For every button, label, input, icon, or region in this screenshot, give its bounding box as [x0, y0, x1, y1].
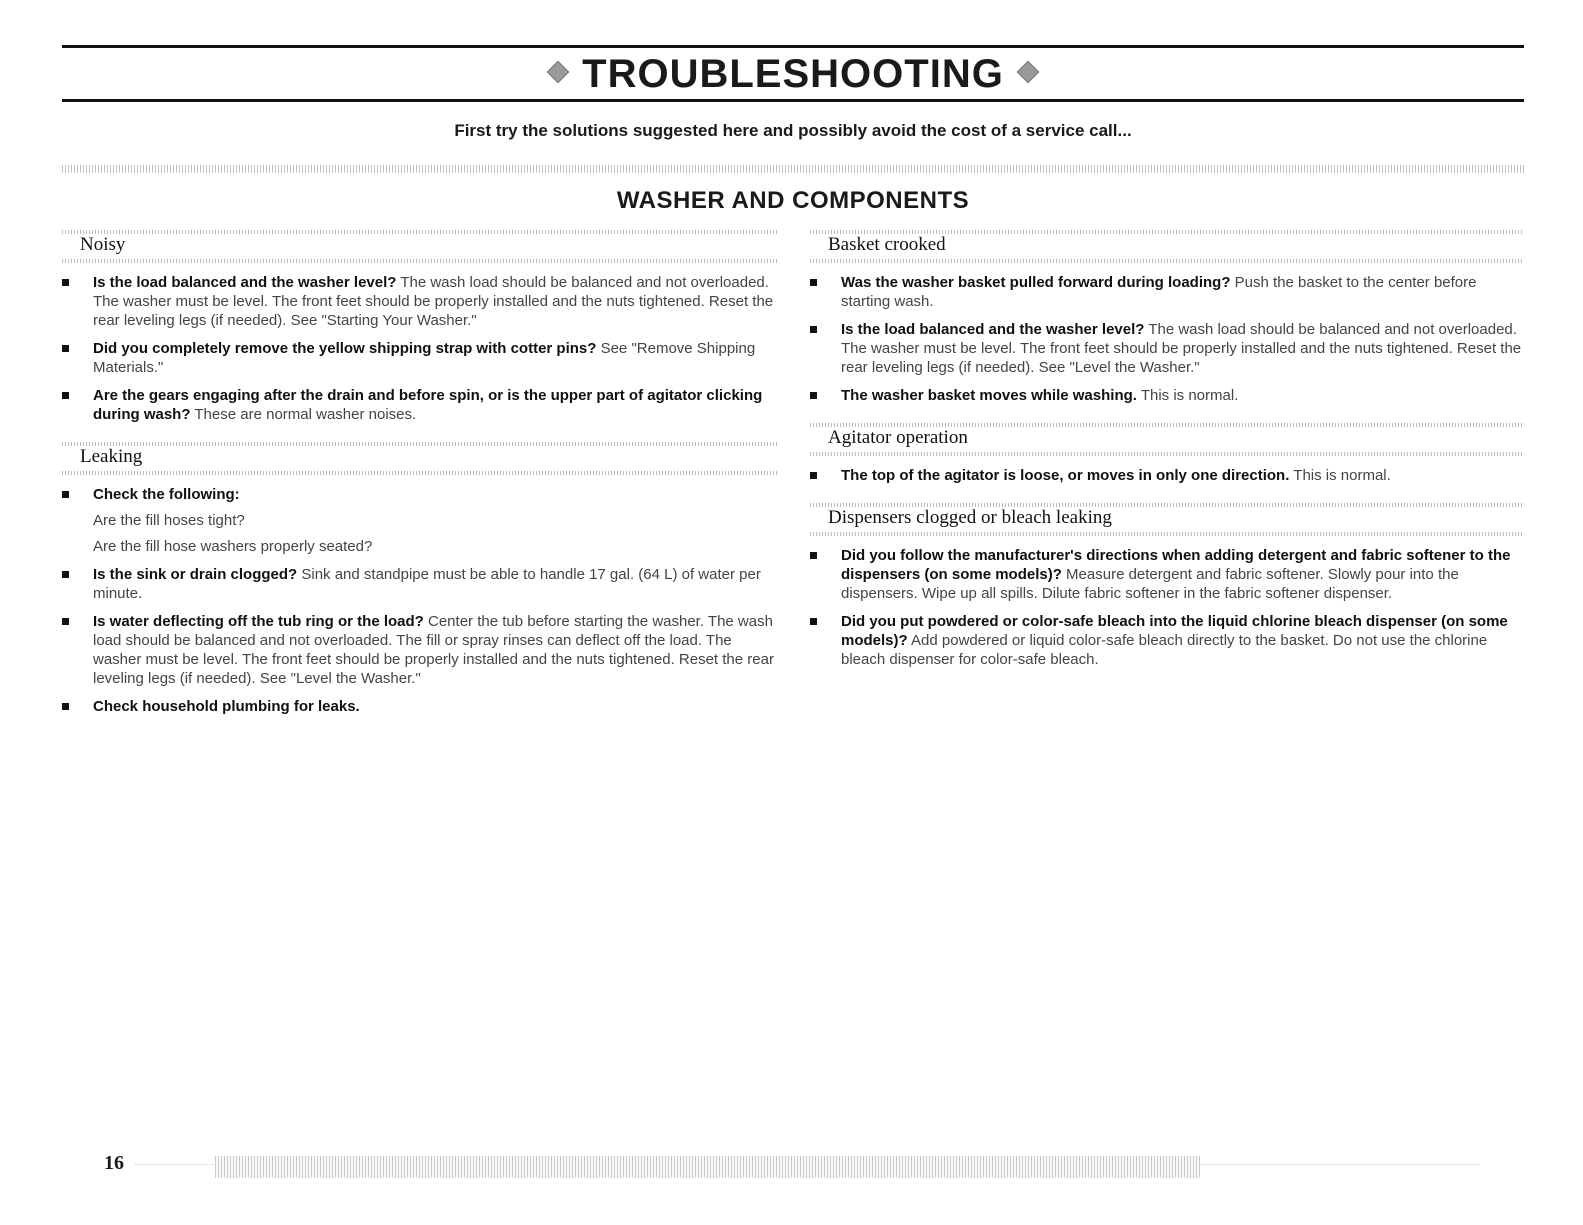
list-item — [810, 466, 1524, 485]
item-answer: See "Remove Shipping Materials." — [93, 340, 756, 376]
item-answer: The wash load should be balanced and not overloaded. The washer must be level. The front feet should be properly installed and the nuts tightened. Reset the rear leveling legs (if needed). See "Starting Your Washer." — [93, 274, 774, 329]
basket-list — [810, 273, 1524, 405]
check-label: Check the following: — [93, 486, 240, 503]
bullet-icon — [62, 618, 69, 625]
sub-item-hoses: Are the fill hoses tight? — [93, 512, 245, 529]
item-answer: These are normal washer noises. — [190, 406, 417, 423]
leaking-list — [62, 565, 779, 716]
item-question: Was the washer basket pulled forward during loading? — [841, 274, 1231, 291]
item-question: Is the load balanced and the washer level? — [841, 321, 1145, 338]
list-item — [62, 612, 779, 688]
heading-leaking: Leaking — [62, 442, 779, 475]
bullet-icon — [62, 345, 69, 352]
bullet-icon — [62, 392, 69, 399]
section-title: WASHER AND COMPONENTS — [616, 187, 970, 214]
item-question: Is the load balanced and the washer level? — [93, 274, 397, 291]
right-column — [810, 230, 1524, 687]
bullet-icon — [810, 392, 817, 399]
bullet-icon — [62, 571, 69, 578]
list-item — [62, 273, 779, 330]
item-question: Is water deflecting off the tub ring or the load? — [93, 613, 424, 630]
item-answer: Center the tub before starting the washer. The wash load should be balanced and not overloaded. The fill or spray rinses can deflect off the load. The washer must be level. The front feet should be properly installed and the nuts tightened. Reset the rear leveling legs (if needed). See "Level the Washer." — [93, 613, 774, 687]
page-title-text: TROUBLESHOOTING — [582, 52, 1004, 96]
list-item — [62, 485, 779, 504]
bullet-icon — [62, 703, 69, 710]
noisy-list — [62, 273, 779, 424]
item-question: Did you follow the manufacturer's directions when adding detergent and fabric softener to the dispensers (on some models)? — [841, 547, 1511, 583]
item-answer: This is normal. — [1136, 387, 1239, 404]
heading-dispensers: Dispensers clogged or bleach leaking — [810, 503, 1524, 536]
item-answer: Add powdered or liquid color-safe bleach directly to the basket. Do not use the chlorine bleach dispenser for color-safe bleach. — [841, 632, 1488, 668]
item-answer: Measure detergent and fabric softener. Slowly pour into the dispensers. Wipe up all spills. Dilute fabric softener in the fabric softener dispenser. — [841, 566, 1459, 602]
leaking-check-list — [62, 485, 779, 504]
list-item — [62, 386, 779, 424]
left-column — [62, 230, 779, 734]
item-question: The washer basket moves while washing. — [841, 387, 1137, 404]
bullet-icon — [62, 491, 69, 498]
list-item — [810, 546, 1524, 603]
page-number: 16 — [104, 1152, 124, 1174]
section-band — [62, 165, 1524, 173]
heading-noisy: Noisy — [62, 230, 779, 263]
bullet-icon — [810, 326, 817, 333]
diamond-right-icon — [1017, 61, 1040, 84]
item-answer: Sink and standpipe must be able to handle 17 gal. (64 L) of water per minute. — [93, 566, 761, 602]
item-question: Is the sink or drain clogged? — [93, 566, 298, 583]
list-item — [810, 273, 1524, 311]
list-item — [62, 565, 779, 603]
dispensers-list — [810, 546, 1524, 669]
diamond-left-icon — [547, 61, 570, 84]
heading-basket-crooked: Basket crooked — [810, 230, 1524, 263]
list-item — [810, 320, 1524, 377]
bullet-icon — [810, 472, 817, 479]
page-title — [62, 50, 1524, 98]
list-item — [62, 697, 779, 716]
item-answer: This is normal. — [1289, 467, 1391, 484]
page-subtitle: First try the solutions suggested here and possibly avoid the cost of a service call... — [454, 121, 1132, 140]
footer-band — [215, 1156, 1200, 1178]
list-item — [810, 386, 1524, 405]
item-answer: Push the basket to the center before starting wash. — [841, 274, 1477, 310]
title-bottom-rule — [62, 99, 1524, 102]
item-question: The top of the agitator is loose, or moves in only one direction. — [841, 467, 1290, 484]
item-answer: The wash load should be balanced and not overloaded. The washer must be level. The front feet should be properly installed and the nuts tightened. Reset the rear leveling legs (if needed). See "Level the Washer." — [841, 321, 1522, 376]
list-item — [810, 612, 1524, 669]
top-rule — [62, 45, 1524, 48]
heading-agitator-operation: Agitator operation — [810, 423, 1524, 456]
list-item — [62, 339, 779, 377]
item-question: Are the gears engaging after the drain and before spin, or is the upper part of agitator clicking during wash? — [93, 387, 763, 423]
agitator-list — [810, 466, 1524, 485]
plumbing-check: Check household plumbing for leaks. — [93, 698, 360, 715]
bullet-icon — [810, 618, 817, 625]
bullet-icon — [62, 279, 69, 286]
bullet-icon — [810, 279, 817, 286]
bullet-icon — [810, 552, 817, 559]
item-question: Did you put powdered or color-safe bleach into the liquid chlorine bleach dispenser (on some models)? — [841, 613, 1508, 649]
item-question: Did you completely remove the yellow shipping strap with cotter pins? — [93, 340, 597, 357]
sub-item-washers: Are the fill hose washers properly seated? — [93, 538, 373, 555]
